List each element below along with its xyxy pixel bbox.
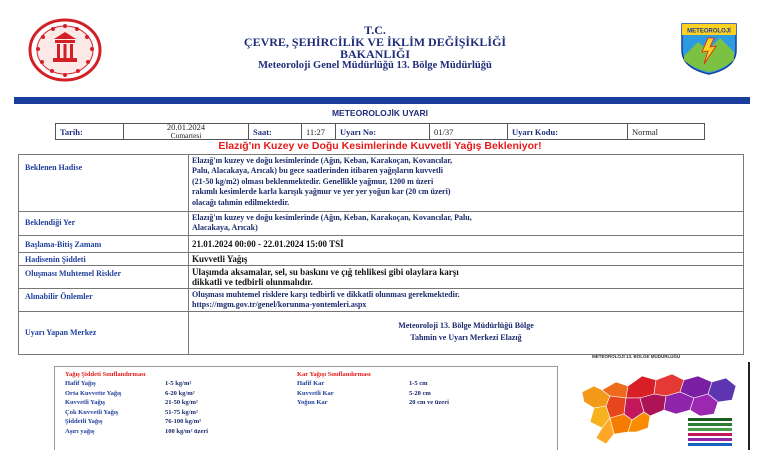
- warning-no-label: Uyarı No:: [336, 124, 430, 139]
- map-frame-line: [748, 362, 750, 450]
- time-range-label: Başlama-Bitiş Zamanı: [19, 236, 189, 252]
- snow-classification-title: Kar Yağışı Sınıflandırması: [297, 371, 371, 378]
- time-label: Saat:: [249, 124, 302, 139]
- row-expected-event: [18, 154, 744, 211]
- date-cell: [124, 124, 249, 139]
- row-issuer: [18, 311, 744, 355]
- map-scale-bar: [688, 443, 732, 446]
- severity-value: Kuvvetli Yağış: [192, 254, 248, 264]
- time-range-value: 21.01.2024 00:00 - 22.01.2024 15:00 TSİ: [192, 239, 344, 249]
- row-measures: [18, 288, 744, 311]
- row-time-range: [18, 235, 744, 252]
- header-line-4: Meteoroloji Genel Müdürlüğü 13. Bölge Müdürlüğü: [258, 60, 492, 71]
- row-risks: [18, 265, 744, 288]
- rain-class-range: 1-5 kg/m²: [165, 380, 192, 387]
- time-value: 11:27: [302, 124, 336, 139]
- issuer-line: Tahmin ve Uyarı Merkezi Elazığ: [410, 333, 522, 342]
- document-title: METEOROLOJİK UYARI: [331, 108, 429, 118]
- measures-label: Alınabilir Önlemler: [19, 289, 189, 311]
- rain-class-item: [65, 399, 300, 409]
- expected-event-line: rakımlı kesimlerde karla karışık yağmur ve yer yer yoğun kar (20 cm üzeri): [192, 187, 451, 197]
- risks-line: Ulaşımda aksamalar, sel, su baskını ve çığ tehlikesi gibi olaylara karşı: [192, 267, 459, 277]
- snow-class-name: Kuvvetli Kar: [297, 389, 334, 397]
- document-header: [0, 0, 760, 92]
- map-title: METEOROLOJİ 13. BÖLGE MÜDÜRLÜĞÜ: [592, 354, 681, 359]
- issuer-label: Uyarı Yapan Merkez: [19, 312, 189, 354]
- map-scale-bar: [688, 433, 732, 436]
- row-expected-place: [18, 211, 744, 235]
- region-map-icon: [580, 362, 746, 450]
- map-scale-bar: [688, 438, 732, 441]
- rain-classification: [65, 371, 300, 437]
- expected-place-label: Beklendiği Yer: [19, 212, 189, 235]
- rain-class-name: Hafif Yağış: [65, 380, 96, 387]
- expected-event-label: Beklenen Hadise: [19, 155, 189, 211]
- measures-line: Oluşması muhtemel risklere karşı tedbirli ve dikkatli olunması gerekmektedir.: [192, 290, 460, 299]
- institution-title: [150, 24, 600, 72]
- risks-label: Oluşması Muhtemel Riskler: [19, 266, 189, 288]
- classification-legend: [54, 366, 558, 450]
- expected-event-value: [189, 155, 743, 211]
- header-line-3: BAKANLIĞI: [339, 47, 410, 61]
- measures-link[interactable]: https://mgm.gov.tr/genel/korunma-yontemleri.aspx: [192, 300, 367, 310]
- rain-class-name: Orta Kuvvette Yağış: [65, 389, 122, 397]
- expected-event-line: Palu, Alacakaya, Arıcak) bu gece saatlerinden itibaren yağışların kuvvetli: [192, 166, 443, 176]
- map-scale-bar: [688, 418, 732, 421]
- logo-wordmark: METEOROLOJİ: [687, 28, 731, 35]
- header-line-2: ÇEVRE, ŞEHİRCİLİK VE İKLİM DEĞİŞİKLİĞİ: [243, 35, 507, 49]
- warning-code-label: Uyarı Kodu:: [508, 124, 628, 139]
- snow-class-name: Yoğun Kar: [297, 399, 328, 406]
- row-severity: [18, 252, 744, 265]
- rain-class-item: [65, 390, 300, 400]
- rain-class-range: 100 kg/m² üzeri: [165, 427, 209, 435]
- rain-class-range: 51-75 kg/m²: [165, 408, 198, 416]
- rain-class-item: [65, 428, 300, 438]
- warning-no-value: 01/37: [430, 124, 508, 139]
- rain-class-range: 6-20 kg/m²: [165, 389, 195, 397]
- ministry-logo-icon: [28, 18, 102, 82]
- expected-place-line: Elazığ'ın kuzey ve doğu kesimlerinde (Ağın, Keban, Karakoçan, Kovancılar, Palu,: [192, 213, 472, 222]
- rain-class-name: Şiddetli Yağış: [65, 418, 103, 425]
- region-map: [580, 354, 752, 450]
- risks-value: [189, 266, 743, 288]
- warning-headline: Elazığ'ın Kuzey ve Doğu Kesimlerinde Kuvvetli Yağış Bekleniyor!: [218, 140, 542, 152]
- snow-class-item: [297, 390, 552, 400]
- snow-class-item: [297, 399, 552, 409]
- rain-class-item: [65, 380, 300, 390]
- map-scale-bar: [688, 423, 732, 426]
- severity-label: Hadisenin Şiddeti: [19, 253, 189, 265]
- rain-class-item: [65, 418, 300, 428]
- warning-info-row: [55, 123, 705, 140]
- warning-code-value: Normal: [632, 126, 658, 137]
- snow-class-item: [297, 380, 552, 390]
- snow-classification: [297, 371, 552, 409]
- rain-class-name: Aşırı yağış: [65, 427, 95, 435]
- snow-class-range: 20 cm ve üzeri: [409, 399, 449, 406]
- rain-classification-title: Yağış Şiddeti Sınıflandırması: [65, 371, 146, 378]
- measures-value: [189, 289, 743, 311]
- rain-class-range: 76-100 kg/m²: [165, 418, 202, 425]
- map-scale-bar: [688, 428, 732, 431]
- issuer-line: Meteoroloji 13. Bölge Müdürlüğü Bölge: [398, 321, 534, 330]
- date-value: 20.01.2024: [166, 122, 206, 132]
- snow-class-name: Hafif Kar: [297, 380, 325, 387]
- expected-place-value: [189, 212, 743, 235]
- rain-class-name: Kuvvetli Yağış: [65, 399, 106, 406]
- snow-class-range: 5-20 cm: [409, 389, 431, 397]
- header-divider-bar: [14, 97, 750, 104]
- issuer-value: [189, 312, 743, 354]
- rain-class-name: Çok Kuvvetli Yağış: [65, 408, 119, 416]
- header-line-1: T.C.: [364, 23, 386, 37]
- rain-class-range: 21-50 kg/m²: [165, 399, 198, 406]
- date-label: Tarih:: [56, 124, 124, 139]
- expected-event-line: (21-50 kg/m2) olması beklenmektedir. Genellikle yağmur, 1200 m üzeri: [192, 176, 434, 186]
- expected-place-line: Alacakaya, Arıcak): [192, 223, 258, 233]
- expected-event-line: Elazığ'ın kuzey ve doğu kesimlerinde (Ağın, Keban, Karakoçan, Kovancılar,: [192, 156, 453, 165]
- expected-event-line: olacağı tahmin edilmektedir.: [192, 197, 290, 207]
- rain-class-item: [65, 409, 300, 419]
- risks-line: dikkatli ve tedbirli olunmalıdır.: [192, 277, 313, 288]
- day-value: Cumartesi: [170, 130, 202, 140]
- meteoroloji-logo-icon: [678, 20, 740, 76]
- snow-class-range: 1-5 cm: [409, 380, 428, 387]
